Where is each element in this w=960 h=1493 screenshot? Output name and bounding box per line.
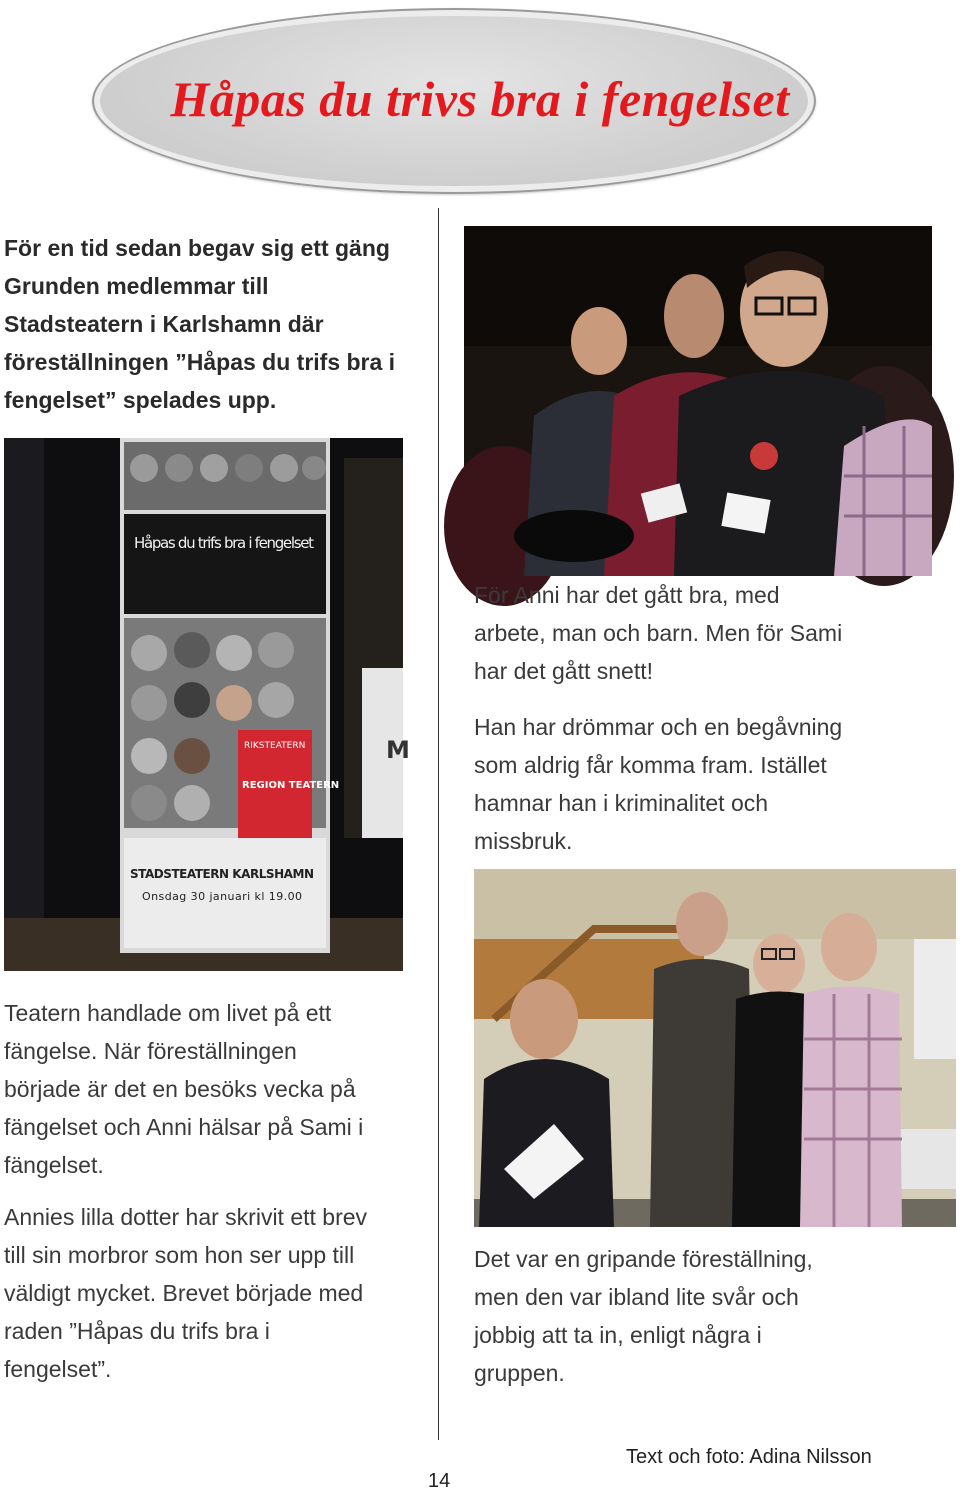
- poster-photo: [4, 438, 410, 971]
- group-photo: [474, 869, 956, 1227]
- intro-text: [4, 229, 434, 419]
- text-line: missbruk.: [474, 828, 573, 854]
- right-text-block-2: [474, 1240, 944, 1392]
- photo-credit: Text och foto: Adina Nilsson: [626, 1446, 872, 1468]
- intro-line: Stadsteatern i Karlshamn där: [4, 311, 324, 337]
- text-line: raden ”Håpas du trifs bra i: [4, 1318, 270, 1344]
- poster-region-teatern: REGION TEATERN: [242, 780, 340, 791]
- page-title: Håpas du trivs bra i fengelset: [170, 71, 790, 127]
- title-banner: [12, 0, 948, 210]
- intro-line: Grunden medlemmar till: [4, 273, 269, 299]
- text-line: fängelse. När föreställningen: [4, 1038, 297, 1064]
- poster-side-letter: M: [386, 736, 410, 764]
- text-line: hamnar han i kriminalitet och: [474, 790, 769, 816]
- poster-handwritten-title: Håpas du trifs bra i fengelset: [134, 534, 314, 552]
- column-divider: [438, 208, 439, 1440]
- intro-line: föreställningen ”Håpas du trifs bra i: [4, 349, 396, 375]
- text-line: gruppen.: [474, 1360, 565, 1386]
- poster-date: Onsdag 30 januari kl 19.00: [142, 890, 302, 903]
- text-line: Det var en gripande föreställning,: [474, 1246, 813, 1272]
- text-line: Teatern handlade om livet på ett: [4, 1000, 332, 1026]
- text-line: arbete, man och barn. Men för Sami: [474, 620, 843, 646]
- text-line: För Anni har det gått bra, med: [474, 582, 780, 608]
- text-line: Annies lilla dotter har skrivit ett brev: [4, 1204, 368, 1230]
- right-text-block-1: [474, 576, 944, 860]
- text-line: men den var ibland lite svår och: [474, 1284, 799, 1310]
- audience-photo: [464, 226, 932, 576]
- text-line: har det gått snett!: [474, 658, 654, 684]
- text-line: väldigt mycket. Brevet började med: [4, 1280, 364, 1306]
- text-line: Han har drömmar och en begåvning: [474, 714, 843, 740]
- text-line: fängelset och Anni hälsar på Sami i: [4, 1114, 364, 1140]
- poster-riksteatern: RIKSTEATERN: [244, 741, 306, 751]
- intro-line: fengelset” spelades upp.: [4, 387, 277, 413]
- text-line: fengelset”.: [4, 1356, 112, 1382]
- intro-line: För en tid sedan begav sig ett gäng: [4, 235, 390, 261]
- page-number: 14: [428, 1470, 451, 1492]
- text-line: som aldrig får komma fram. Istället: [474, 752, 827, 778]
- left-text-block-2: [4, 994, 434, 1388]
- text-line: till sin morbror som hon ser upp till: [4, 1242, 355, 1268]
- poster-venue: STADSTEATERN KARLSHAMN: [130, 867, 314, 881]
- text-line: jobbig att ta in, enligt några i: [474, 1322, 762, 1348]
- text-line: började är det en besöks vecka på: [4, 1076, 356, 1102]
- text-line: fängelset.: [4, 1152, 104, 1178]
